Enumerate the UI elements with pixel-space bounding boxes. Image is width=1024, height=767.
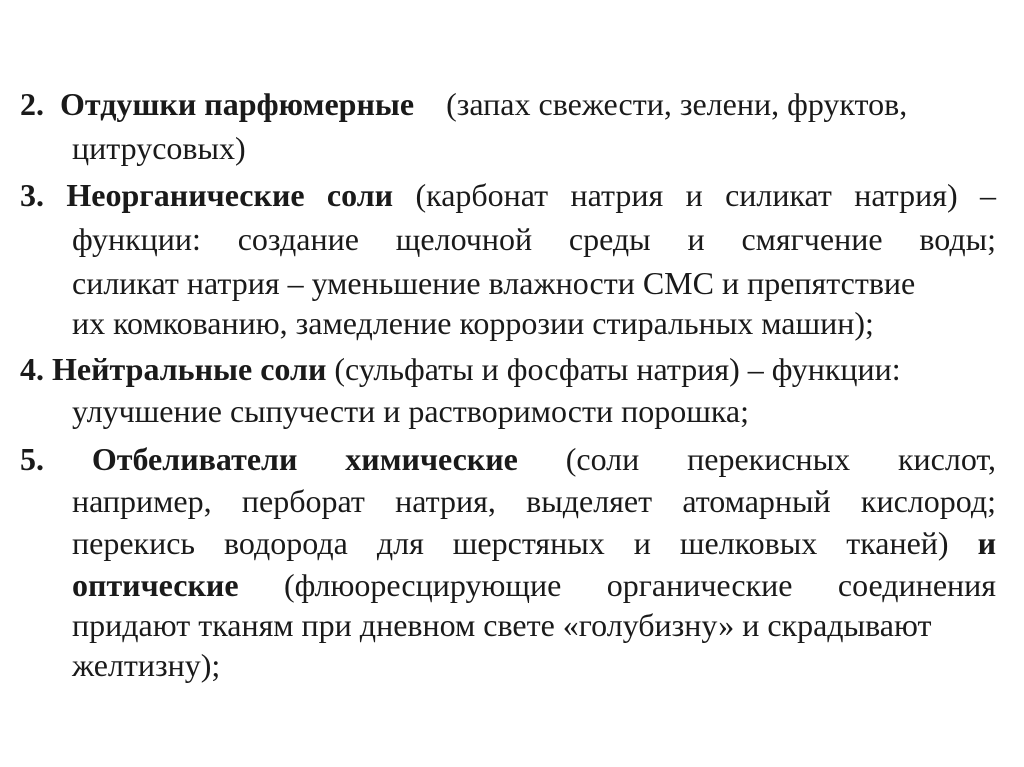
- item-text: перекись водорода для шерстяных и шелковых тканей): [72, 525, 949, 561]
- item-4-line-2: [72, 391, 749, 431]
- item-text: (флюоресцирующие органические соединения: [283, 567, 997, 603]
- item-text: функции: создание щелочной среды и смягчение воды;: [72, 221, 996, 257]
- item-5-line-5: [72, 605, 931, 645]
- item-3-line-2: [72, 219, 996, 259]
- item-text: (сульфаты и фосфаты натрия) – функции:: [334, 351, 901, 387]
- item-title-2: оптические: [72, 567, 239, 603]
- item-text: цитрусовых): [72, 130, 246, 166]
- item-4-line-1: [20, 349, 901, 389]
- item-title: Неорганические соли: [66, 177, 394, 213]
- item-text: (карбонат натрия и силикат натрия) –: [415, 177, 997, 213]
- item-5-line-1: [20, 439, 996, 479]
- item-title: Отдушки парфюмерные: [60, 86, 415, 122]
- item-5-line-4: [72, 565, 996, 605]
- item-text: (соли перекисных кислот,: [565, 441, 996, 477]
- item-5-line-3: [72, 523, 996, 563]
- item-text: придают тканям при дневном свете «голубизну» и скрадывают: [72, 607, 932, 643]
- item-text: (запах свежести, зелени, фруктов,: [446, 86, 908, 122]
- item-title: Отбеливатели химические: [91, 441, 518, 477]
- item-3-line-3: [72, 263, 915, 303]
- item-text: силикат натрия – уменьшение влажности СМС и препятствие: [72, 265, 916, 301]
- item-title: Нейтральные соли: [52, 351, 327, 387]
- item-number: 4.: [20, 351, 44, 387]
- item-number: 3.: [20, 177, 44, 213]
- item-5-line-2: [72, 481, 996, 521]
- item-number: 2.: [20, 86, 44, 122]
- item-2-line-1: [20, 84, 907, 124]
- item-text: улучшение сыпучести и растворимости порошка;: [72, 393, 749, 429]
- item-text: желтизну);: [72, 647, 221, 683]
- item-2-line-2: [72, 128, 246, 168]
- item-text: например, перборат натрия, выделяет атомарный кислород;: [72, 483, 996, 519]
- item-3-line-1: [20, 175, 996, 215]
- item-bold-conjunction: и: [977, 525, 996, 561]
- item-text: их комкованию, замедление коррозии стиральных машин);: [72, 305, 874, 341]
- item-5-line-6: [72, 645, 220, 685]
- item-number: 5.: [20, 441, 44, 477]
- item-3-line-4: [72, 303, 874, 343]
